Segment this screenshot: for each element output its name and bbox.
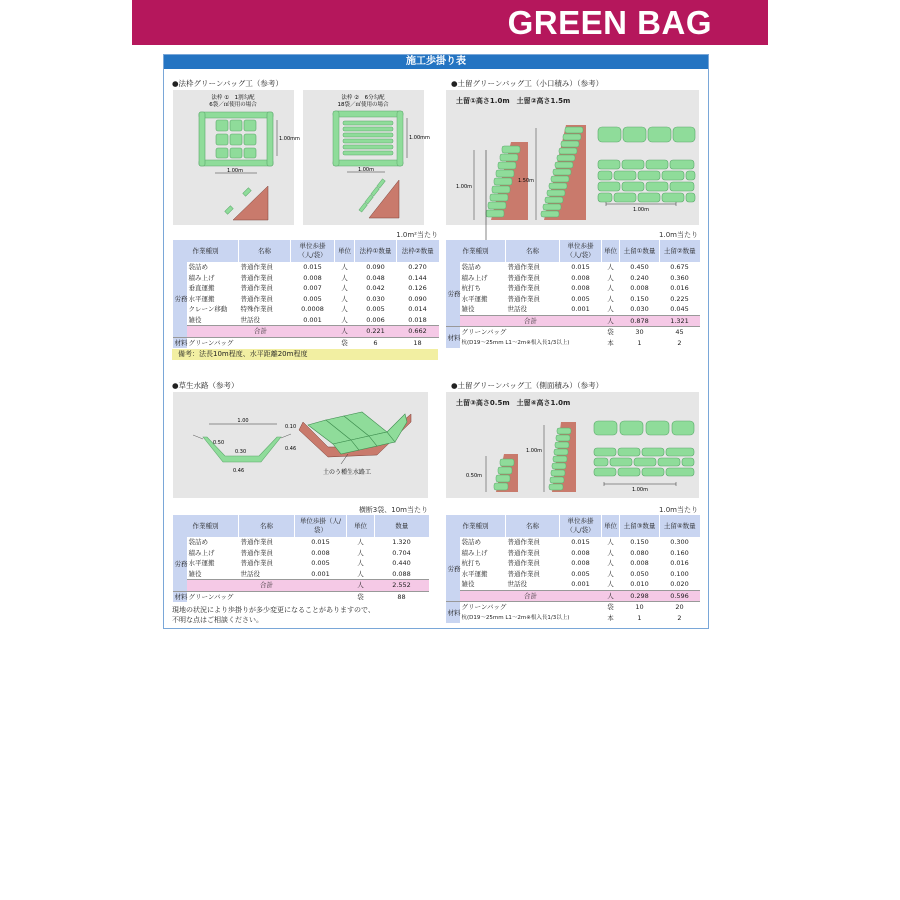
- retain2-work-table: [445, 515, 700, 623]
- cell: 人: [607, 569, 614, 578]
- cell: 普通作業員: [507, 294, 540, 303]
- cell: 0.240: [630, 273, 649, 282]
- cell: 0.300: [670, 538, 689, 547]
- cell: 0.160: [670, 548, 689, 557]
- col-work-type: 作業種別: [446, 240, 506, 262]
- table-row: [173, 283, 439, 294]
- cell: 人: [607, 538, 614, 547]
- cell: 袋: [602, 602, 620, 613]
- cell: 30: [620, 327, 660, 338]
- svg-text:土のう種生水路工: 土のう種生水路工: [323, 469, 372, 476]
- category-labor: 労務: [173, 537, 187, 591]
- cell: 0.015: [303, 263, 322, 272]
- cell: 18: [397, 337, 439, 348]
- table-header-row: [173, 240, 439, 262]
- cell: 人: [341, 315, 348, 324]
- cell: 0.001: [571, 305, 590, 314]
- cell: 1.320: [392, 538, 411, 547]
- table-row: [446, 537, 700, 548]
- cell: 0.360: [670, 273, 689, 282]
- cell: 本: [607, 338, 614, 347]
- table-row: [173, 315, 439, 326]
- table-header-row: [446, 515, 700, 537]
- cell: 普通作業員: [240, 538, 273, 547]
- cell: 袋: [602, 327, 620, 338]
- cell: 2: [677, 613, 682, 622]
- cell: 雑役: [461, 580, 475, 589]
- cell: 普通作業員: [240, 284, 273, 293]
- material-row: [446, 602, 700, 613]
- retain1-diagram: [446, 90, 699, 225]
- cell: 普通作業員: [507, 284, 540, 293]
- sheet-header-bar: [164, 55, 708, 69]
- cell: クレーン移動: [188, 305, 228, 314]
- slope-grid-diagram-1: [173, 90, 300, 225]
- cell: 6: [355, 337, 397, 348]
- table-row: [446, 283, 700, 294]
- col-name: 名称: [239, 240, 291, 262]
- cell: 人: [357, 548, 364, 557]
- cell: 袋詰め: [461, 263, 481, 272]
- cell: 0.005: [303, 294, 322, 303]
- svg-text:0.50m: 0.50m: [466, 473, 483, 479]
- cell: 0.010: [630, 580, 649, 589]
- cell: 0.704: [392, 548, 411, 557]
- cell: 普通作業員: [240, 548, 273, 557]
- cell: 0.014: [408, 305, 427, 314]
- cell: 人: [357, 559, 364, 568]
- cell: 人: [607, 305, 614, 314]
- cell: 垂直運搬: [188, 284, 215, 293]
- category-labor: 労務: [446, 537, 460, 602]
- col-unit-rate: 単位歩掛（人/袋）: [295, 515, 347, 537]
- cell: 人: [341, 263, 348, 272]
- retain2-figure: [446, 392, 699, 498]
- category-material: 材料: [446, 602, 460, 624]
- cell: 普通作業員: [507, 559, 540, 568]
- cell: 0.440: [392, 559, 411, 568]
- cell: 0.225: [670, 294, 689, 303]
- table-row: [446, 294, 700, 305]
- cell: 人: [347, 580, 375, 592]
- table-row: [173, 548, 429, 559]
- cell: 0.001: [311, 569, 330, 578]
- slope-grid-diagram-2: [303, 90, 430, 225]
- retain2-diagram: [446, 392, 699, 498]
- col-name: 名称: [506, 240, 560, 262]
- svg-text:6袋／㎡使用の場合: 6袋／㎡使用の場合: [209, 102, 257, 108]
- col-unit-rate: 単位歩掛（人/袋）: [560, 515, 602, 537]
- category-material: 材料: [174, 592, 188, 601]
- table-row: [446, 262, 700, 273]
- cell: 0.005: [571, 294, 590, 303]
- cell: 0.088: [392, 569, 411, 578]
- sheet-title: 施工歩掛り表: [406, 56, 466, 67]
- retain1-figure: [446, 90, 699, 225]
- table-header-row: [446, 240, 700, 262]
- cell: 人: [607, 273, 614, 282]
- total-label: 合計: [460, 590, 602, 602]
- cell: 人: [357, 569, 364, 578]
- category-material: 材料: [174, 338, 188, 347]
- col-qty-2: 土留④数量: [660, 515, 700, 537]
- cell: 0.006: [366, 315, 385, 324]
- slope-unit-note: 1.0m²当たり: [396, 231, 438, 239]
- retain1-unit-note: 1.0m当たり: [659, 231, 698, 239]
- cell: 0.662: [397, 326, 439, 338]
- svg-text:法枠 ② 6分勾配: 法枠 ② 6分勾配: [341, 95, 385, 101]
- svg-text:1.50m: 1.50m: [518, 178, 535, 184]
- material-row: [446, 327, 700, 338]
- cell: 0.050: [630, 569, 649, 578]
- material-row: [173, 591, 429, 602]
- cell: 普通作業員: [507, 569, 540, 578]
- cell: グリーンバッグ: [460, 602, 602, 613]
- cell: 0.100: [670, 569, 689, 578]
- material-row: [173, 337, 439, 348]
- cell: 0.020: [670, 580, 689, 589]
- svg-text:1.00mm: 1.00mm: [409, 135, 430, 141]
- table-header-row: [173, 515, 429, 537]
- cell: 10: [620, 602, 660, 613]
- category-labor: 労務: [446, 262, 460, 327]
- slope-work-table: [172, 240, 439, 348]
- cell: 袋詰め: [188, 538, 208, 547]
- cell: 積み上げ: [188, 548, 215, 557]
- cell: 0.878: [620, 315, 660, 327]
- section-title-retain2: ●土留グリーンバッグ工（側面積み）（参考）: [451, 381, 604, 390]
- slope-remark: 備考：法長10m程度、水平距離20m程度: [172, 349, 438, 360]
- cell: 0.015: [311, 538, 330, 547]
- svg-text:土留①高さ1.0m 土留②高さ1.5m: 土留①高さ1.0m 土留②高さ1.5m: [456, 97, 571, 105]
- col-work-type: 作業種別: [446, 515, 506, 537]
- cell: 0.005: [366, 305, 385, 314]
- cell: 人: [335, 326, 355, 338]
- cell: 特殊作業員: [240, 305, 273, 314]
- cell: 世話役: [240, 569, 260, 578]
- work-rate-sheet: [163, 54, 709, 629]
- cell: グリーンバッグ: [187, 337, 335, 348]
- col-qty-1: 法枠①数量: [355, 240, 397, 262]
- total-row: [173, 326, 439, 338]
- svg-text:土留③高さ0.5m 土留④高さ1.0m: 土留③高さ0.5m 土留④高さ1.0m: [456, 399, 571, 407]
- cell: 普通作業員: [507, 548, 540, 557]
- table-row: [446, 273, 700, 284]
- cell: 世話役: [507, 305, 527, 314]
- cell: グリーンバッグ: [460, 327, 602, 338]
- cell: 0.596: [660, 590, 700, 602]
- cell: 0.221: [355, 326, 397, 338]
- cell: 0.045: [670, 305, 689, 314]
- cell: 2.552: [375, 580, 429, 592]
- cell: 普通作業員: [507, 538, 540, 547]
- cell: 人: [341, 305, 348, 314]
- cell: 人: [607, 294, 614, 303]
- cell: 0.016: [670, 559, 689, 568]
- cell: 人: [602, 590, 620, 602]
- svg-text:18袋／㎡使用の場合: 18袋／㎡使用の場合: [337, 102, 389, 108]
- total-row: [173, 580, 429, 592]
- cell: 0.675: [670, 263, 689, 272]
- cell: 0.150: [630, 294, 649, 303]
- svg-text:1.00m: 1.00m: [632, 207, 650, 213]
- cell: 2: [677, 338, 682, 347]
- svg-text:1.00: 1.00: [237, 418, 249, 424]
- cell: 普通作業員: [240, 263, 273, 272]
- footer-note-2: 不明な点はご相談ください。: [172, 616, 263, 624]
- cell: 人: [607, 284, 614, 293]
- section-title-channel: ●草生水路（参考）: [172, 381, 239, 390]
- cell: 袋詰め: [461, 538, 481, 547]
- table-row: [173, 304, 439, 315]
- cell: 0.016: [670, 284, 689, 293]
- cell: 1: [637, 613, 642, 622]
- section-title-slope: ●法枠グリーンバッグ工（参考）: [172, 79, 283, 88]
- cell: 0.042: [366, 284, 385, 293]
- cell: 0.005: [571, 569, 590, 578]
- cell: 0.270: [408, 263, 427, 272]
- brand-banner: [132, 0, 768, 45]
- col-unit-rate: 単位歩掛（人/袋）: [291, 240, 335, 262]
- cell: 世話役: [507, 580, 527, 589]
- slope-figure-1: [173, 90, 300, 225]
- cell: 45: [660, 327, 700, 338]
- cell: 人: [607, 548, 614, 557]
- cell: 0.008: [571, 284, 590, 293]
- material-row: [446, 338, 700, 349]
- category-labor: 労務: [173, 262, 187, 337]
- cell: 1: [637, 338, 642, 347]
- total-label: 合計: [460, 315, 602, 327]
- table-row: [446, 304, 700, 315]
- svg-text:1.00m: 1.00m: [456, 184, 473, 190]
- cell: 人: [341, 273, 348, 282]
- cell: 0.015: [571, 263, 590, 272]
- cell: 雑役: [188, 315, 202, 324]
- col-name: 名称: [239, 515, 295, 537]
- cell: 88: [375, 591, 429, 602]
- cell: 水平運搬: [461, 294, 488, 303]
- cell: 0.005: [311, 559, 330, 568]
- cell: 0.144: [408, 273, 427, 282]
- cell: 普通作業員: [240, 559, 273, 568]
- cell: 普通作業員: [507, 263, 540, 272]
- footer-note-1: 現地の状況により歩掛りが多少変更になることがありますので、: [172, 606, 375, 614]
- cell: 0.090: [366, 263, 385, 272]
- cell: 袋詰め: [188, 263, 208, 272]
- cell: 20: [660, 602, 700, 613]
- cell: 人: [607, 580, 614, 589]
- cell: 0.048: [366, 273, 385, 282]
- svg-text:1.00m: 1.00m: [357, 167, 375, 173]
- cell: 人: [341, 284, 348, 293]
- col-name: 名称: [506, 515, 560, 537]
- cell: 0.018: [408, 315, 427, 324]
- cell: 袋: [335, 337, 355, 348]
- cell: 積み上げ: [461, 548, 488, 557]
- retain1-work-table: [445, 240, 700, 348]
- col-unit: 単位: [335, 240, 355, 262]
- col-work-type: 作業種別: [173, 515, 239, 537]
- col-qty-2: 法枠②数量: [397, 240, 439, 262]
- cell: 杭打ち: [461, 559, 481, 568]
- cell: 1.321: [660, 315, 700, 327]
- cell: 世話役: [240, 315, 260, 324]
- cell: 人: [357, 538, 364, 547]
- brand-title: GREEN BAG: [507, 4, 712, 41]
- category-material: 材料: [446, 327, 460, 349]
- cell: 人: [341, 294, 348, 303]
- table-row: [173, 262, 439, 273]
- svg-text:0.46: 0.46: [285, 446, 297, 452]
- cell: 0.008: [571, 273, 590, 282]
- cell: グリーンバッグ: [187, 591, 347, 602]
- cell: 人: [602, 315, 620, 327]
- cell: 0.080: [630, 548, 649, 557]
- svg-text:1.00m: 1.00m: [631, 487, 649, 493]
- table-row: [173, 537, 429, 548]
- channel-figure: [173, 392, 428, 498]
- table-row: [446, 579, 700, 590]
- cell: 普通作業員: [507, 273, 540, 282]
- cell: 水平運搬: [188, 294, 215, 303]
- cell: 0.008: [630, 559, 649, 568]
- cell: 0.008: [303, 273, 322, 282]
- cell: 杭(D19～25mm L1～2m※根入長1/3以上): [461, 339, 570, 346]
- col-qty-1: 土留①数量: [620, 240, 660, 262]
- cell: 0.015: [571, 538, 590, 547]
- cell: 0.007: [303, 284, 322, 293]
- cell: 0.450: [630, 263, 649, 272]
- cell: 0.030: [630, 305, 649, 314]
- cell: 0.001: [303, 315, 322, 324]
- cell: 人: [607, 263, 614, 272]
- cell: 人: [607, 559, 614, 568]
- cell: 雑役: [188, 569, 202, 578]
- table-row: [446, 548, 700, 559]
- total-label: 合計: [187, 580, 347, 592]
- slope-figure-2: [303, 90, 430, 225]
- cell: 0.090: [408, 294, 427, 303]
- col-qty-2: 土留②数量: [660, 240, 700, 262]
- cell: 積み上げ: [188, 273, 215, 282]
- material-row: [446, 613, 700, 624]
- col-unit-rate: 単位歩掛（人/袋）: [560, 240, 602, 262]
- cell: 0.150: [630, 538, 649, 547]
- svg-text:0.50: 0.50: [213, 440, 225, 446]
- cell: 0.0008: [301, 305, 324, 314]
- cell: 0.001: [571, 580, 590, 589]
- svg-text:1.00m: 1.00m: [226, 168, 244, 174]
- cell: 本: [607, 613, 614, 622]
- cell: 0.008: [571, 548, 590, 557]
- svg-text:0.46: 0.46: [233, 468, 245, 474]
- cell: 0.008: [311, 548, 330, 557]
- channel-work-table: [172, 515, 429, 602]
- svg-text:1.00m: 1.00m: [526, 448, 543, 454]
- section-title-retain1: ●土留グリーンバッグ工（小口積み）（参考）: [451, 79, 604, 88]
- cell: 袋: [347, 591, 375, 602]
- table-row: [173, 558, 429, 569]
- channel-unit-note: 横断3袋、10m当たり: [358, 506, 428, 514]
- col-qty: 数量: [375, 515, 429, 537]
- retain2-unit-note: 1.0m当たり: [659, 506, 698, 514]
- total-label: 合計: [187, 326, 335, 338]
- svg-text:0.30: 0.30: [235, 449, 247, 455]
- col-unit: 単位: [602, 515, 620, 537]
- cell: 水平運搬: [461, 569, 488, 578]
- table-row: [446, 558, 700, 569]
- cell: 0.008: [571, 559, 590, 568]
- table-row: [173, 273, 439, 284]
- total-row: [446, 590, 700, 602]
- col-work-type: 作業種別: [173, 240, 239, 262]
- col-unit: 単位: [602, 240, 620, 262]
- cell: 0.126: [408, 284, 427, 293]
- channel-diagram: [173, 392, 428, 498]
- cell: 0.298: [620, 590, 660, 602]
- cell: 0.030: [366, 294, 385, 303]
- table-row: [173, 569, 429, 580]
- svg-text:0.10: 0.10: [285, 424, 297, 430]
- col-qty-1: 土留③数量: [620, 515, 660, 537]
- cell: 杭打ち: [461, 284, 481, 293]
- total-row: [446, 315, 700, 327]
- cell: 雑役: [461, 305, 475, 314]
- cell: 水平運搬: [188, 559, 215, 568]
- col-unit: 単位: [347, 515, 375, 537]
- cell: 普通作業員: [240, 273, 273, 282]
- table-row: [446, 569, 700, 580]
- svg-text:法枠 ① 1割勾配: 法枠 ① 1割勾配: [211, 95, 255, 101]
- cell: 杭(D19～25mm L1～2m※根入長1/3以上): [461, 614, 570, 621]
- cell: 積み上げ: [461, 273, 488, 282]
- cell: 普通作業員: [240, 294, 273, 303]
- cell: 0.008: [630, 284, 649, 293]
- table-row: [173, 294, 439, 305]
- svg-text:1.00mm: 1.00mm: [279, 136, 300, 142]
